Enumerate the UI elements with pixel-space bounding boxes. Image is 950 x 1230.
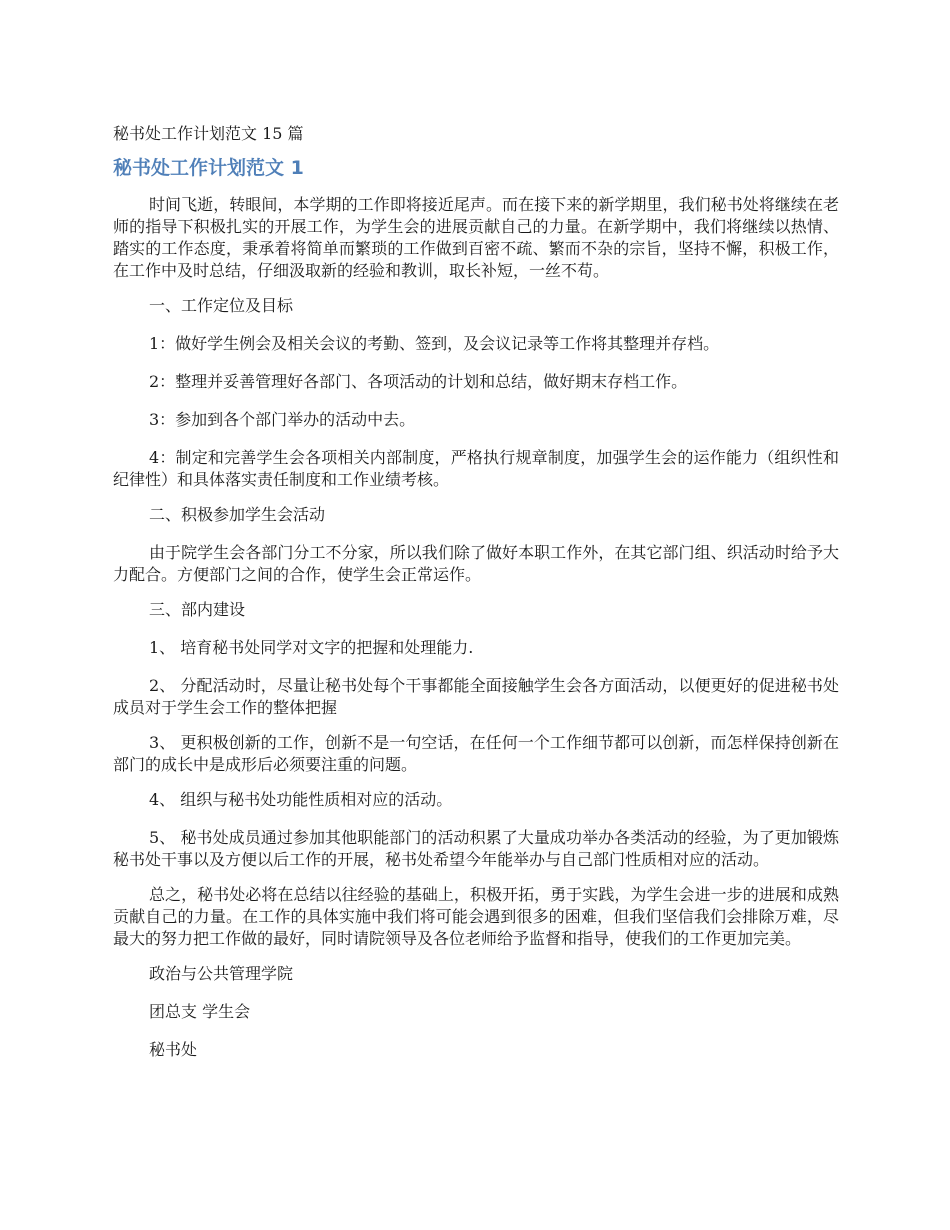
internal-item-2: 2、 分配活动时，尽量让秘书处每个干事都能全面接触学生会各方面活动，以便更好的促进秘书处成员对于学生会工作的整体把握 <box>113 676 839 717</box>
section-title-positioning: 一、工作定位及目标 <box>149 296 294 315</box>
section-title-internal: 三、部内建设 <box>149 600 246 619</box>
goal-item-3: 3：参加到各个部门举办的活动中去。 <box>149 410 416 429</box>
goal-item-2: 2：整理并妥善管理好各部门、各项活动的计划和总结，做好期末存档工作。 <box>149 372 688 391</box>
internal-item-4: 4、 组织与秘书处功能性质相对应的活动。 <box>149 790 453 809</box>
document-title: 秘书处工作计划范文 15 篇 <box>113 124 304 143</box>
goal-item-4: 4：制定和完善学生会各项相关内部制度，严格执行规章制度，加强学生会的运作能力（组织性和纪律性）和具体落实责任制度和工作业绩考核。 <box>113 448 839 489</box>
intro-paragraph: 时间飞逝，转眼间，本学期的工作即将接近尾声。而在接下来的新学期里，我们秘书处将继续在老师的指导下积极扎实的开展工作，为学生会的进展贡献自己的力量。在新学期中，我们将继续以热情、踏实的工作态度，秉承着将简单而繁琐的工作做到百密不疏、繁而不杂的宗旨，坚持不懈，积极工作，在工作中及时总结，仔细汲取新的经验和教训，取长补短，一丝不苟。 <box>113 195 839 280</box>
internal-item-5: 5、 秘书处成员通过参加其他职能部门的活动积累了大量成功举办各类活动的经验，为了更加锻炼秘书处干事以及方便以后工作的开展，秘书处希望今年能举办与自己部门性质相对应的活动。 <box>113 828 839 869</box>
internal-item-1: 1、 培育秘书处同学对文字的把握和处理能力. <box>149 638 474 657</box>
activities-paragraph: 由于院学生会各部门分工不分家，所以我们除了做好本职工作外，在其它部门组、织活动时给予大力配合。方便部门之间的合作，使学生会正常运作。 <box>113 543 839 584</box>
signature-office: 秘书处 <box>149 1040 198 1059</box>
signature-school: 政治与公共管理学院 <box>149 964 294 983</box>
signature-union: 团总支 学生会 <box>149 1002 251 1021</box>
section-heading: 秘书处工作计划范文 1 <box>113 157 304 179</box>
section-title-activities: 二、积极参加学生会活动 <box>149 505 326 524</box>
conclusion-paragraph: 总之，秘书处必将在总结以往经验的基础上，积极开拓，勇于实践，为学生会进一步的进展和成熟贡献自己的力量。在工作的具体实施中我们将可能会遇到很多的困难，但我们坚信我们会排除万难，尽最大的努力把工作做的最好，同时请院领导及各位老师给予监督和指导，使我们的工作更加完美。 <box>113 885 839 948</box>
internal-item-3: 3、 更积极创新的工作，创新不是一句空话，在任何一个工作细节都可以创新，而怎样保持创新在部门的成长中是成形后必须要注重的问题。 <box>113 733 839 774</box>
document-page <box>113 122 839 1077</box>
goal-item-1: 1：做好学生例会及相关会议的考勤、签到，及会议记录等工作将其整理并存档。 <box>149 334 720 353</box>
